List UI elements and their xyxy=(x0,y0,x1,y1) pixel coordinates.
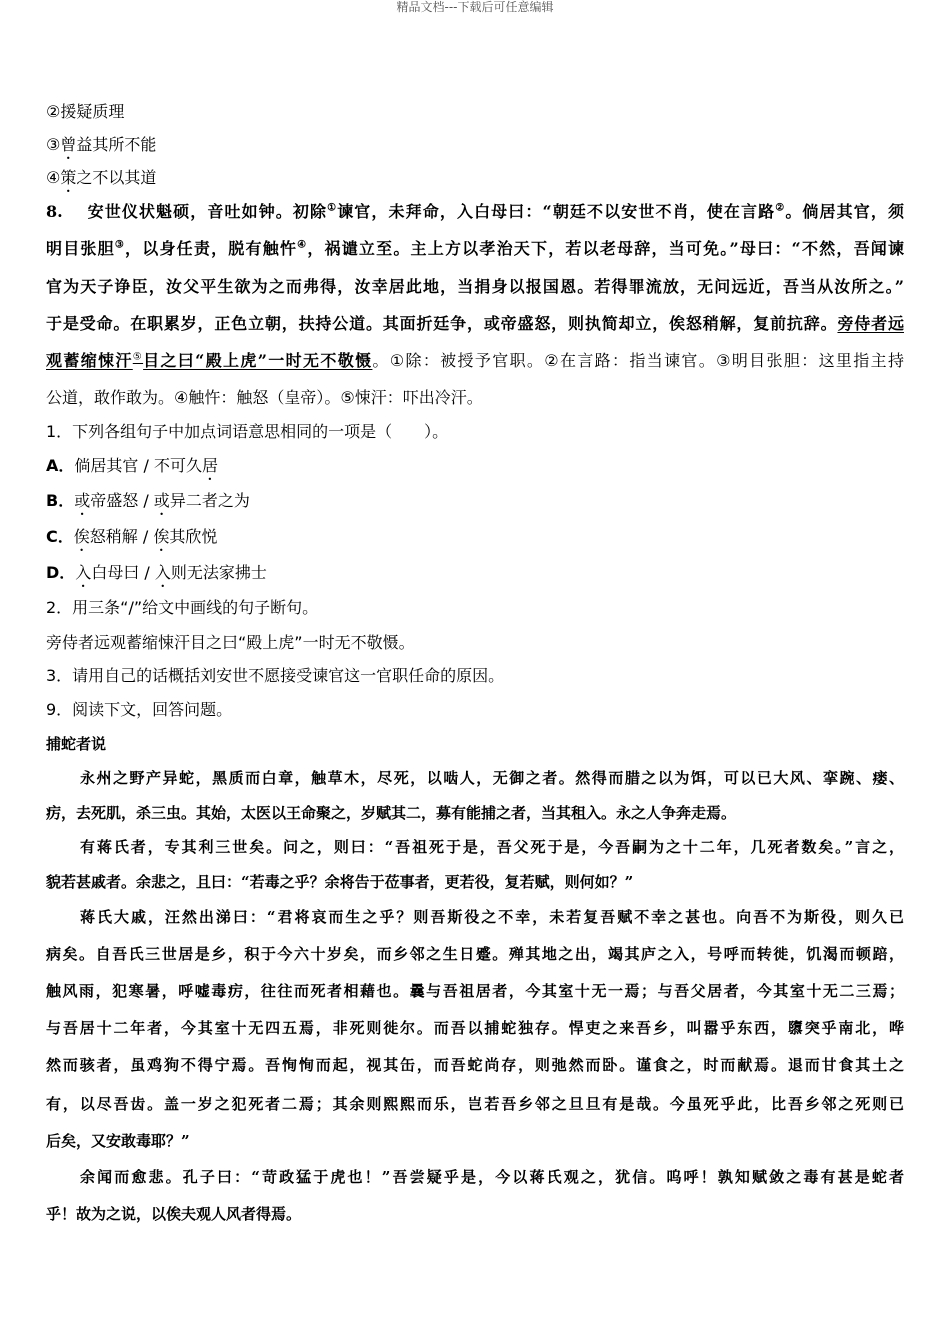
subquestion-2-text: 旁侍者远观蓄缩悚汗目之曰“殿上虎”一时无不敬慑。 xyxy=(46,633,415,652)
choice-label: A． xyxy=(46,456,75,475)
dotted-word: 入 xyxy=(154,563,171,582)
choice-text: 其欣悦 xyxy=(169,527,218,546)
essay-p3-line-5: 然而骇者，虽鸡狗不得宁焉。吾恂恂而起，视其缶，而吾蛇尚存，则弛然而卧。谨食之，时而献焉。退而甘食其土之 xyxy=(46,1056,904,1074)
option-3 xyxy=(46,134,156,163)
dotted-word: 俟 xyxy=(73,527,90,546)
underlined-sentence: 旁侍者远 xyxy=(837,314,904,333)
underlined-sentence: 观蓄缩悚汗 xyxy=(46,351,133,370)
essay-p4-line-2: 乎！故为之说，以俟夫观人风者得焉。 xyxy=(46,1205,302,1223)
option-4-dotted: 策 xyxy=(60,168,77,187)
dotted-word: 俟 xyxy=(153,527,170,546)
q8-line-4 xyxy=(46,313,904,335)
essay-p1-line-1: 永州之野产异蛇，黑质而白章，触草木，尽死，以啮人，无御之者。然得而腊之以为饵，可以已大风、挛踠、瘘、 xyxy=(80,769,904,787)
essay-p4-line-1: 余闻而愈悲。孔子曰：“苛政猛于虎也！”吾尝疑乎是，今以蒋氏观之，犹信。呜呼！孰知赋敛之毒有甚是蛇者 xyxy=(80,1168,904,1186)
note-ref-2: ② xyxy=(775,202,786,214)
q8-line-3: 官为天子诤臣，汝父平生欲为之而弗得，汝幸居此地，当捐身以报国恩。若得罪流放，无问远近，吾当从汝所之。” xyxy=(46,277,904,296)
note-ref-5: ⑤ xyxy=(132,351,144,363)
q8-text: 。倘居其官，须 xyxy=(785,202,904,221)
essay-p3-line-4: 与吾居十二年者，今其室十无四五焉，非死则徙尔。而吾以捕蛇独存。悍吏之来吾乡，叫嚣乎东西，隳突乎南北，哗 xyxy=(46,1019,904,1037)
option-3-dotted: 曾 xyxy=(60,135,77,154)
essay-p2-line-1: 有蒋氏者，专其利三世矣。问之，则曰：“吾祖死于是，吾父死于是，今吾嗣为之十二年，几死者数矣。”言之， xyxy=(80,838,904,856)
q8-text: ，祸谴立至。主上方以孝治天下，若以老母辞，当可免。”母曰：“不然，吾闻谏 xyxy=(307,239,905,258)
dotted-word: 居 xyxy=(201,456,218,475)
essay-p3-line-2: 病矣。自吾氏三世居是乡，积于今六十岁矣，而乡邻之生日蹙。殚其地之出，竭其庐之入，号呼而转徙，饥渴而顿踣， xyxy=(46,945,904,963)
choice-b xyxy=(46,490,250,519)
essay-p1-line-2: 疠，去死肌，杀三虫。其始，太医以王命聚之，岁赋其二，募有能捕之者，当其租入。永之人争奔走焉。 xyxy=(46,804,737,822)
footnotes: 。①除：被授予官职。②在言路：指当谏官。③明目张胆：这里指主持 xyxy=(372,351,904,370)
q8-line-2 xyxy=(46,238,904,260)
essay-p3-line-7: 后矣，又安敢毒耶？” xyxy=(46,1132,190,1150)
q8-text: 明目张胆 xyxy=(46,239,115,258)
choice-text: 则无法家拂士 xyxy=(170,563,267,582)
underlined-sentence: 目之曰“殿上虎”一时无不敬慑 xyxy=(143,351,373,370)
note-ref-3: ③ xyxy=(114,239,126,251)
choice-text: 异二者之为 xyxy=(169,491,250,510)
note-ref-1: ① xyxy=(327,202,338,214)
q8-text: 谏官，未拜命，入白母曰：“朝廷不以安世不肖，使在言路 xyxy=(337,202,776,221)
note-ref-4: ④ xyxy=(297,239,308,251)
separator: / xyxy=(137,527,154,546)
subquestion-1: 1．下列各组句子中加点词语意思相同的一项是（ ）。 xyxy=(46,422,449,441)
q8-footnotes-end: 公道，敢作敢为。④触忤：触怒（皇帝）。⑤悚汗：吓出冷汗。 xyxy=(46,388,483,407)
q8-text: 8. 安世仪状魁硕，音吐如钟。初除 xyxy=(46,202,328,221)
choice-c xyxy=(46,526,217,555)
choice-label: C． xyxy=(46,527,74,546)
essay-p2-line-2: 貌若甚戚者。余悲之，且曰：“若毒之乎？余将告于莅事者，更若役，复若赋，则何如？” xyxy=(46,873,634,891)
choice-text: 怒稍解 xyxy=(89,527,138,546)
choice-d xyxy=(46,562,267,591)
choice-text: 倘居其官 xyxy=(74,456,139,475)
option-3-mark: ③ xyxy=(46,135,61,154)
essay-p3-line-6: 有，以尽吾齿。盖一岁之犯死者二焉；其余则熙熙而乐，岂若吾乡邻之旦旦有是哉。今虽死乎此，比吾乡邻之死则已 xyxy=(46,1095,904,1113)
subquestion-2: 2．用三条“/”给文中画线的句子断句。 xyxy=(46,598,319,617)
choice-text: 不可久 xyxy=(153,456,202,475)
separator: / xyxy=(138,491,154,510)
choice-label: D． xyxy=(46,563,76,582)
essay-p3-line-3: 触风雨，犯寒暑，呼嘘毒疠，往往而死者相藉也。曩与吾祖居者，今其室十无一焉；与吾父居者，今其室十无二三焉； xyxy=(46,982,904,1000)
option-3-rest: 益其所不能 xyxy=(76,135,157,154)
q8-text: 于是受命。在职累岁，正色立朝，扶持公道。其面折廷争，或帝盛怒，则执简却立，俟怒稍解，复前抗辞。 xyxy=(46,314,838,333)
choice-a xyxy=(46,455,218,484)
q8-text: ，以身任责，脱有触忤 xyxy=(125,239,298,258)
separator: / xyxy=(139,563,155,582)
essay-title: 捕蛇者说 xyxy=(46,735,107,753)
option-4 xyxy=(46,167,156,196)
dotted-word: 入 xyxy=(75,563,92,582)
option-4-mark: ④ xyxy=(46,168,61,187)
essay-p3-line-1: 蒋氏大戚，汪然出涕曰：“君将哀而生之乎？则吾斯役之不幸，未若复吾赋不幸之甚也。向吾不为斯役，则久已 xyxy=(80,908,904,926)
subquestion-3: 3．请用自己的话概括刘安世不愿接受谏官这一官职任命的原因。 xyxy=(46,666,505,685)
q8-line-5 xyxy=(46,350,904,372)
question-9-title: 9．阅读下文，回答问题。 xyxy=(46,700,233,719)
option-2: ②援疑质理 xyxy=(46,102,125,121)
choice-text: 白母曰 xyxy=(91,563,140,582)
choice-label: B． xyxy=(46,491,75,510)
choice-text: 帝盛怒 xyxy=(90,491,139,510)
q8-line-1 xyxy=(46,201,904,223)
dotted-word: 或 xyxy=(74,491,91,510)
separator: / xyxy=(138,456,154,475)
dotted-word: 或 xyxy=(153,491,170,510)
option-4-rest: 之不以其道 xyxy=(76,168,157,187)
page-header: 精品文档---下载后可任意编辑 xyxy=(396,0,554,14)
